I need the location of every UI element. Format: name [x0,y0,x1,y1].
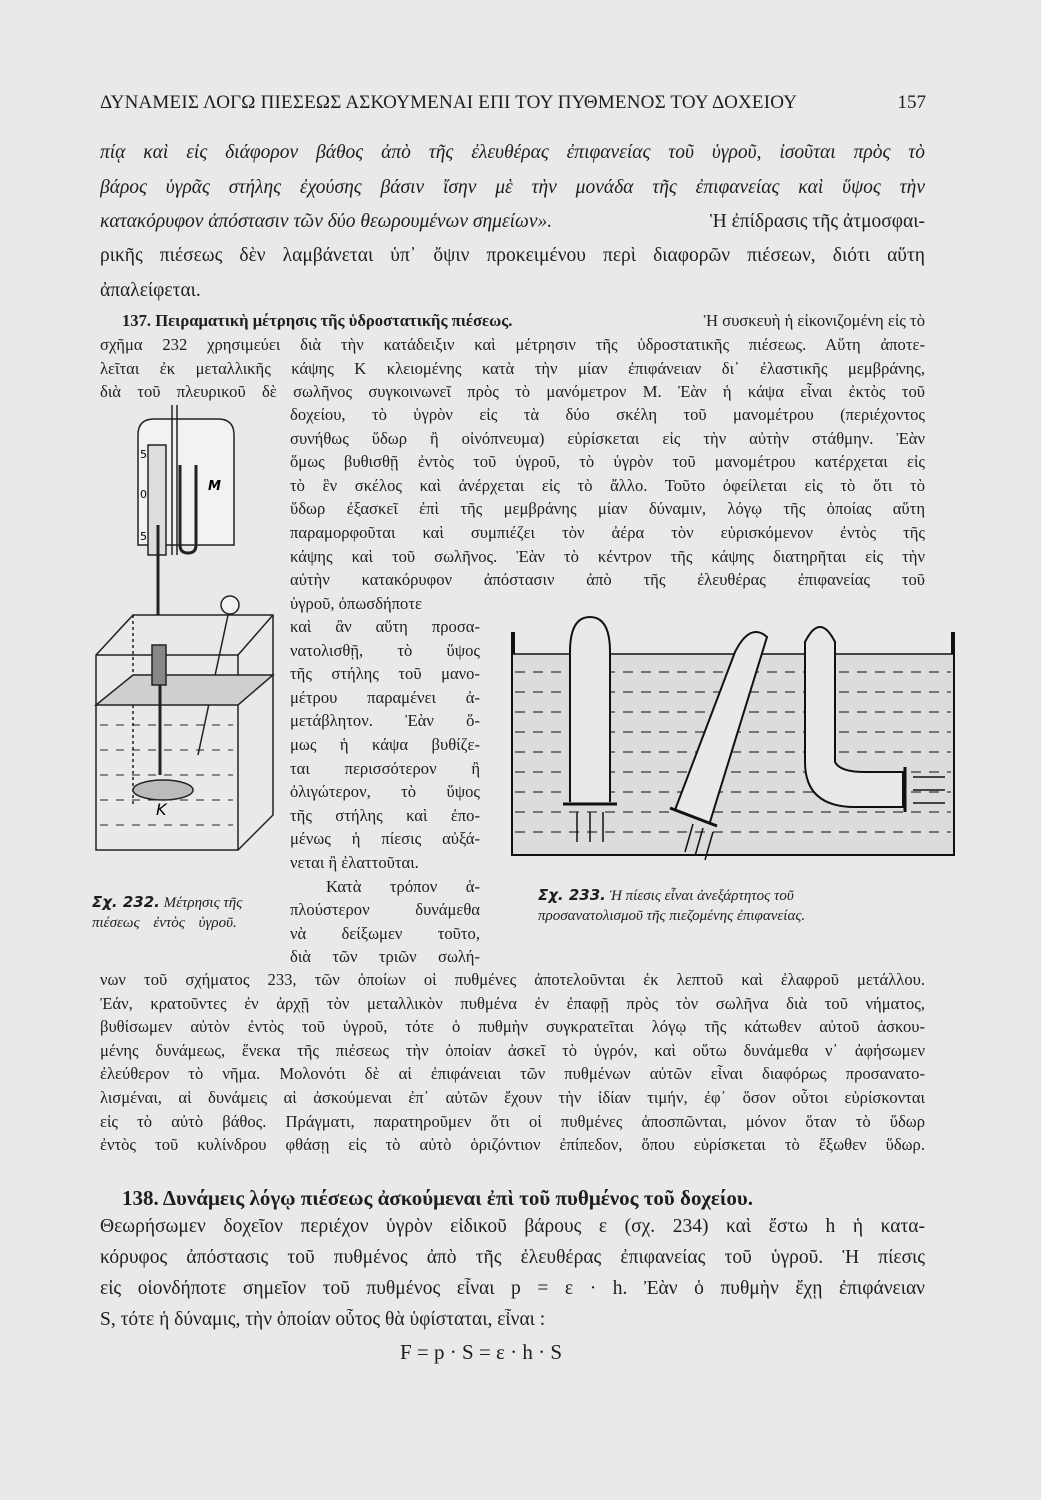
text-line: νεται ἢ ἐλαττοῦται. [290,853,419,872]
scale-label-5-top: 5 [140,448,147,461]
formula: F = p · S = ε · h · S [400,1340,563,1364]
figure-232-label: Σχ. 232. [92,893,160,911]
text-line: μένης δυνάμεως, ἕνεκα τῆς πιέσεως τὴν ὁποίαν ἀσκεῖ τὸ ὑγρόν, καὶ οὕτω δυνάμεθα ν᾽ ἀφήσωμεν [100,1040,925,1060]
text-line: κόρυφος ἀπόστασις τοῦ πυθμένος ἀπὸ τῆς ἐλευθέρας ἐπιφανείας τοῦ ὑγροῦ. Ἡ πίεσις [100,1247,925,1268]
text-line: ὀλιγώτερον, τὸ ὕψος [290,782,480,802]
intro-line: ἀπαλείφεται. [100,280,201,301]
intro-line-italic: κατακόρυφον ἀπόστασιν τῶν δύο θεωρουμένων σημείων». [100,211,553,232]
capsule-label-k: K [156,800,167,819]
text-line: ὕδωρ ἐξασκεῖ ἐπὶ τῆς μεμβράνης μίαν δύναμιν, λόγῳ τῆς ὁποίας αὕτη [290,499,925,519]
text-line: διὰ τοῦ πλευρικοῦ δὲ σωλῆνος συγκοινωνεῖ πρὸς τὸ μανόμετρον Μ. Ἐὰν ἡ κάψα εἶναι ἐκτὸς τοῦ [100,382,925,402]
text-line: πλούστερον δυνάμεθα [290,900,480,920]
intro-line-regular: Ἡ ἐπίδρασις τῆς ἀτμοσφαι- [709,211,925,232]
figure-233-tubes-illustration [505,612,960,862]
text-line: σχῆμα 232 χρησιμεύει διὰ τὴν κατάδειξιν καὶ μέτρησιν τῆς ὑδροστατικῆς πιέσεως. Αὕτη ἀποτε- [100,335,925,354]
intro-line [100,211,925,239]
running-header: ΔΥΝΑΜΕΙΣ ΛΟΓΩ ΠΙΕΣΕΩΣ ΑΣΚΟΥΜΕΝΑΙ ΕΠΙ ΤΟΥ ΠΥΘΜΕΝΟΣ ΤΟΥ ΔΟΧΕΙΟΥ [100,92,798,113]
text-line: Ἐάν, κρατοῦντες ἐν ἀρχῇ τὸν μεταλλικὸν πυθμένα ἐν ἐπαφῇ πρὸς τὸν σωλῆνα διὰ τοῦ νήματος, [100,993,925,1013]
text-line: εἰς τὸ αὐτὸ βάθος. Πράγματι, παρατηροῦμεν ὅτι οἱ πυθμένες ἀποσπῶνται, μόνον ὅταν τὸ ὕδωρ [100,1111,925,1131]
intro-line: ρικῆς πιέσεως δὲν λαμβάνεται ὑπ᾽ ὄψιν προκειμένου περὶ διαφορῶν πιέσεων, διότι αὕτη [100,245,925,266]
text-line: ται περισσότερον ἢ [290,758,480,778]
text-line: τὸ ἓν σκέλος καὶ ἀνέρχεται εἰς τὸ ἄλλο. Τοῦτο ὀφείλεται εἰς τὸ ὅτι τὸ [290,475,925,495]
text-line: μως ἡ κάψα βυθίζε- [290,735,480,754]
scale-label-5-bottom: 5 [140,530,147,543]
figure-232-caption-line1: Μέτρησις τῆς [163,895,243,911]
text-line: ἐντὸς τοῦ κυλίνδρου φθάσῃ εἰς τὸ αὐτὸ ὁριζόντιον ἐπίπεδον, ὅπου εὑρίσκεται τὸ ἔξωθεν ὕδωρ. [100,1135,925,1155]
figure-233-caption [538,886,794,905]
text-line: τῆς στήλης καὶ ἐπο- [290,805,480,825]
intro-line: πίᾳ καὶ εἰς διάφορον βάθος ἀπὸ τῆς ἐλευθέρας ἐπιφανείας τοῦ ὑγροῦ, ἰσοῦται πρὸς τὸ [100,142,925,163]
text-line: εἰς οἱονδήποτε σημεῖον τοῦ πυθμένος εἶναι p = ε · h. Ἐὰν ὁ πυθμὴν ἔχῃ ἐπιφάνειαν [100,1278,925,1299]
text-line: Θεωρήσωμεν δοχεῖον περιέχον ὑγρὸν εἰδικοῦ βάρους ε (σχ. 234) καὶ ἔστω h ἡ κατα- [100,1216,925,1237]
text-line: συνήθως ὕδωρ ἢ οἰνόπνευμα) εὑρίσκεται εἰς τὴν αὐτὴν στάθμην. Ἐὰν [290,428,925,448]
section-137-heading: 137. Πειραματικὴ μέτρησις τῆς ὑδροστατικῆς πιέσεως. [122,311,513,330]
figure-233-label: Σχ. 233. [538,886,606,904]
intro-line: βάρος ὑγρᾶς στήλης ἐχούσης βάσιν ἴσην μὲ τὴν μονάδα τῆς ἐπιφανείας καὶ ὕψος τὴν [100,177,925,198]
text-line: Κατὰ τρόπον ἁ- [326,876,480,896]
text-line: λισμέναι, αἱ δυνάμεις αἱ ἀσκούμεναι ἐπ᾽ αὐτῶν ἔχουν τὴν ἰδίαν τιμήν, ἐφ᾽ ὅσον οὗτοι εὑρίσκονται [100,1088,925,1107]
text-line: μέτρου παραμένει ἀ- [290,687,480,707]
manometer-label-m: M [208,479,221,494]
text-line: διὰ τῶν τριῶν σωλή- [290,947,480,967]
text-line: μένως ἡ πίεσις αὐξά- [290,829,480,849]
text-line: νὰ δείξωμεν τοῦτο, [290,923,480,943]
section-138-heading: 138. Δυνάμεις λόγῳ πιέσεως ἀσκούμεναι ἐπὶ τοῦ πυθμένος τοῦ δοχείου. [122,1186,754,1210]
text-line: κάψης καὶ τοῦ σωλῆνος. Ἐὰν τὸ κέντρον τῆς κάψης διατηρῆται εἰς τὴν [290,546,925,566]
figure-232-caption [92,893,242,912]
text-line: S, τότε ἡ δύναμις, τὴν ὁποίαν οὗτος θὰ ὑφίσταται, εἶναι : [100,1309,546,1330]
section-137-first-line [122,311,925,334]
text-line: καὶ ἂν αὕτη προσα- [290,617,480,636]
text-line: παραμορφοῦται καὶ συμπιέζει τὸν ἀέρα τὸν εὑρισκόμενον ἐντὸς τῆς [290,523,925,542]
figure-232-caption-line2: πιέσεως ἐντὸς ὑγροῦ. [92,915,237,931]
text-line: δοχείου, τὸ ὑγρὸν εἰς τὰ δύο σκέλη τοῦ μανομέτρου (περιέχοντος [290,405,925,424]
text-line: τῆς στήλης τοῦ μανο- [290,664,480,684]
text-line: βυθίσωμεν αὐτὸν ἐντὸς τοῦ ὑγροῦ, τότε ὁ πυθμὴν συγκρατεῖται λόγῳ τῆς κάτωθεν αὐτοῦ ἀσκου- [100,1017,925,1037]
scale-label-0: 0 [140,488,147,501]
text-line: αὐτὴν κατακόρυφον ἀπόστασιν ἀπὸ τῆς ἐλευθέρας ἐπιφανείας τοῦ [290,570,925,590]
figure-232-manometer-illustration [88,405,283,855]
text-line: μετάβλητον. Ἐὰν ὅ- [290,711,480,731]
text-line: νων τοῦ σχήματος 233, τῶν ὁποίων οἱ πυθμένες ἀποτελοῦνται ἐκ λεπτοῦ καὶ ἐλαφροῦ μετάλλου. [100,970,925,989]
text-line: ὅμως βυθισθῇ ἐντὸς τοῦ ὑγροῦ, τὸ ὑγρὸν τοῦ μανομέτρου κατέρχεται εἰς [290,452,925,472]
text-line: νατολισθῇ, τὸ ὕψος [290,640,480,660]
figure-233-caption-line2: προσανατολισμοῦ τῆς πιεζομένης ἐπιφανείας. [538,908,806,924]
section-137-first-line-rest: Ἡ συσκευὴ ἡ εἰκονιζομένη εἰς τὸ [703,311,925,330]
text-line: ἐλεύθερον τὸ νῆμα. Μολονότι δὲ αἱ ἐπιφάνειαι τῶν πυθμένων αὐτῶν εἶναι διαφόρως προσανατο- [100,1064,925,1084]
text-line: λεῖται ἐκ μεταλλικῆς κάψης Κ κλειομένης κατὰ τὴν μίαν ἐπιφάνειαν δι᾽ ἐλαστικῆς μεμβράνης, [100,358,925,378]
page-number: 157 [897,92,926,113]
text-line: ὑγροῦ, ὁπωσδήποτε [290,593,422,613]
figure-233-caption-line1: Ἡ πίεσις εἶναι ἀνεξάρτητος τοῦ [609,888,794,904]
